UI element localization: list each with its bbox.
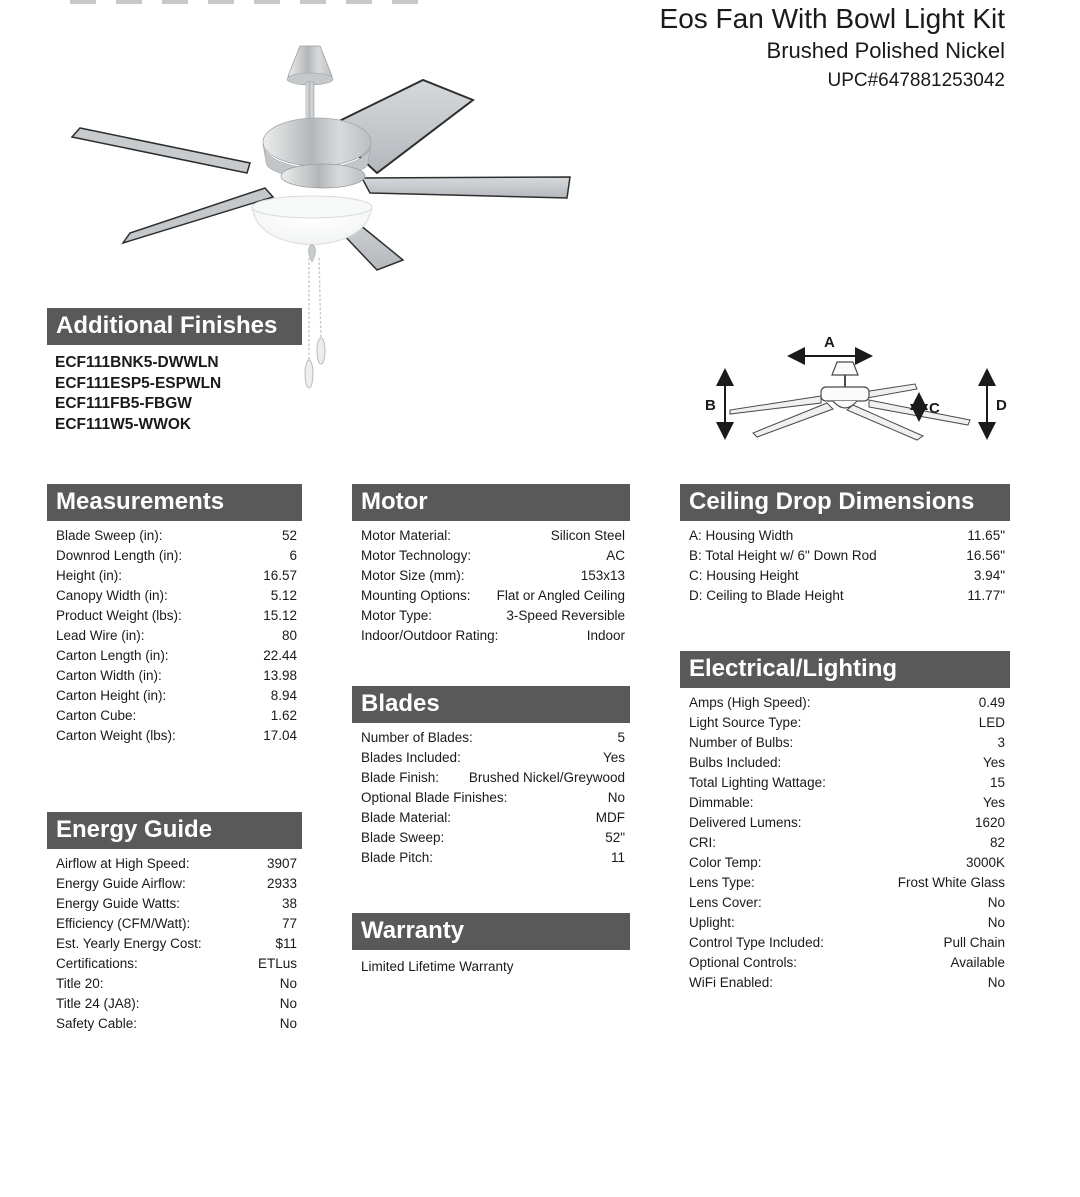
spec-row [680,793,1010,813]
spec-row [47,546,302,566]
spec-label: Blades Included: [361,750,461,765]
spec-label: A: Housing Width [689,528,794,543]
spec-value: Brushed Nickel/Greywood [468,770,625,785]
spec-row [352,808,630,828]
spec-row [47,726,302,746]
spec-value: 153x13 [580,568,625,583]
energy-guide-header: Energy Guide [47,812,302,849]
fan-blade [362,177,570,198]
diagram-motor [821,387,869,401]
spec-row [680,773,1010,793]
spec-value: 2933 [266,876,297,891]
spec-row [47,526,302,546]
spec-value: No [279,976,297,991]
spec-label: Carton Width (in): [56,668,162,683]
spec-label: Motor Size (mm): [361,568,465,583]
spec-row [352,828,630,848]
spec-label: Safety Cable: [56,1016,138,1031]
finish-code: ECF111BNK5-DWWLN [55,354,219,371]
section-motor [352,484,630,646]
spec-row [47,646,302,666]
spec-row [680,873,1010,893]
spec-label: Motor Type: [361,608,433,623]
spec-value: Flat or Angled Ceiling [496,588,625,603]
spec-label: D: Ceiling to Blade Height [689,588,844,603]
spec-row [47,914,302,934]
spec-row [47,606,302,626]
spec-value: 52" [605,830,625,845]
spec-row [680,713,1010,733]
spec-value: Available [950,955,1005,970]
spec-value: Indoor [586,628,625,643]
spec-value: 1.62 [270,708,297,723]
spec-value: 13.98 [263,668,297,683]
spec-value: Frost White Glass [897,875,1005,890]
spec-label: Number of Bulbs: [689,735,794,750]
finish-code: ECF111ESP5-ESPWLN [55,374,222,392]
spec-label: Height (in): [56,568,123,583]
ceiling-drop-header: Ceiling Drop Dimensions [680,484,1010,521]
section-ceiling-drop [680,484,1010,606]
fan-blade [123,188,273,243]
spec-label: Color Temp: [689,855,762,870]
spec-label: Mounting Options: [361,588,471,603]
spec-row [47,854,302,874]
spec-value: No [987,915,1005,930]
section-blades [352,686,630,868]
section-electrical [680,651,1010,993]
motor-rows [352,526,630,646]
spec-value: ETLus [257,956,297,971]
spec-label: C: Housing Height [689,568,799,583]
spec-row [680,733,1010,753]
spec-label: Optional Controls: [689,955,798,970]
blades-rows [352,728,630,868]
spec-row [680,586,1010,606]
spec-label: Carton Weight (lbs): [56,728,176,743]
spec-row [680,953,1010,973]
spec-row [680,973,1010,993]
spec-label: Bulbs Included: [689,755,782,770]
finish-list [47,353,302,435]
pull-chain-fob [317,338,325,364]
spec-label: Indoor/Outdoor Rating: [361,628,499,643]
spec-row [47,894,302,914]
spec-label: Est. Yearly Energy Cost: [56,936,202,951]
spec-label: Delivered Lumens: [689,815,802,830]
diagram-canopy [832,362,858,375]
spec-value: 52 [281,528,297,543]
dim-label-b: B [705,397,716,414]
section-additional-finishes [47,308,302,435]
spec-value: 3000K [965,855,1005,870]
spec-label: Title 20: [56,976,104,991]
spec-label: Control Type Included: [689,935,824,950]
spec-value: 3 [997,735,1005,750]
spec-label: Uplight: [689,915,735,930]
measurements-header: Measurements [47,484,302,521]
spec-value: 77 [281,916,297,931]
spec-row [47,874,302,894]
spec-label: Energy Guide Watts: [56,896,181,911]
warranty-header: Warranty [352,913,630,950]
spec-value: LED [978,715,1005,730]
spec-label: Dimmable: [689,795,754,810]
spec-row [680,833,1010,853]
spec-value: 5.12 [270,588,297,603]
dim-label-d: D [996,397,1007,414]
spec-value: 16.56" [966,548,1005,563]
spec-label: Product Weight (lbs): [56,608,182,623]
spec-value: 15 [989,775,1005,790]
spec-row [680,913,1010,933]
spec-row [47,954,302,974]
spec-label: Motor Material: [361,528,452,543]
pull-chain [319,258,321,338]
spec-label: Lead Wire (in): [56,628,145,643]
dimension-diagram [695,330,1015,465]
fan-blade [72,128,250,173]
spec-value: No [279,996,297,1011]
spec-row [352,788,630,808]
spec-row [680,893,1010,913]
spec-label: Canopy Width (in): [56,588,168,603]
spec-label: Blade Pitch: [361,850,434,865]
fan-motor-housing [263,118,371,166]
spec-row [680,546,1010,566]
spec-row [680,566,1010,586]
spec-value: Yes [982,755,1005,770]
spec-value: 17.04 [263,728,297,743]
spec-value: 3-Speed Reversible [506,608,625,623]
spec-row [47,566,302,586]
spec-label: Blade Finish: [361,770,440,785]
spec-label: Energy Guide Airflow: [56,876,186,891]
spec-row [352,848,630,868]
spec-label: Airflow at High Speed: [56,856,190,871]
warranty-text: Limited Lifetime Warranty [361,959,514,974]
spec-value: No [987,895,1005,910]
section-warranty [352,913,630,977]
dim-label-a: A [824,334,835,351]
spec-row [47,626,302,646]
spec-value: Yes [602,750,625,765]
spec-label: Carton Length (in): [56,648,169,663]
section-measurements [47,484,302,746]
spec-row [680,526,1010,546]
spec-label: Blade Sweep: [361,830,445,845]
product-upc: UPC#647881253042 [827,70,1005,91]
spec-row [352,526,630,546]
spec-value: 8.94 [270,688,297,703]
spec-value: No [987,975,1005,990]
spec-label: Efficiency (CFM/Watt): [56,916,191,931]
electrical-rows [680,693,1010,993]
motor-header: Motor [352,484,630,521]
ceiling-drop-rows [680,526,1010,606]
spec-value: MDF [595,810,625,825]
title-block [660,2,1005,95]
spec-label: Downrod Length (in): [56,548,183,563]
spec-label: WiFi Enabled: [689,975,774,990]
spec-row [352,586,630,606]
spec-value: Silicon Steel [550,528,625,543]
spec-label: Certifications: [56,956,138,971]
section-energy-guide [47,812,302,1034]
spec-value: 11.65" [967,528,1005,543]
energy-guide-rows [47,854,302,1034]
spec-label: B: Total Height w/ 6" Down Rod [689,548,877,563]
spec-value: 1620 [974,815,1005,830]
product-finish: Brushed Polished Nickel [766,38,1005,63]
spec-row [47,1014,302,1034]
spec-label: Lens Type: [689,875,755,890]
diagram-blade [863,384,917,398]
spec-row [352,748,630,768]
spec-row [352,728,630,748]
spec-label: Title 24 (JA8): [56,996,140,1011]
finish-code: ECF111FB5-FBGW [55,395,192,412]
spec-value: 5 [617,730,625,745]
spec-row [47,686,302,706]
cropped-text-fragment [70,0,432,4]
spec-value: 38 [281,896,297,911]
spec-row [680,813,1010,833]
spec-label: Blade Material: [361,810,452,825]
spec-row [352,546,630,566]
product-title: Eos Fan With Bowl Light Kit [659,3,1005,34]
spec-value: 11 [610,850,625,865]
spec-value: $11 [275,936,297,951]
spec-row [680,933,1010,953]
spec-row [352,606,630,626]
pull-chain-fob [305,360,313,388]
spec-row [47,586,302,606]
spec-row [352,768,630,788]
spec-value: 3907 [266,856,297,871]
spec-value: 16.57 [263,568,297,583]
spec-value: 11.77" [967,588,1005,603]
spec-row [352,566,630,586]
spec-label: Blade Sweep (in): [56,528,163,543]
spec-value: 0.49 [978,695,1005,710]
spec-row [47,706,302,726]
spec-value: Yes [982,795,1005,810]
spec-label: Carton Height (in): [56,688,167,703]
spec-label: Light Source Type: [689,715,802,730]
spec-value: 82 [989,835,1005,850]
spec-value: Pull Chain [943,935,1005,950]
spec-label: Number of Blades: [361,730,473,745]
spec-row [680,693,1010,713]
spec-value: 6 [289,548,297,563]
spec-label: Total Lighting Wattage: [689,775,826,790]
spec-value: No [279,1016,297,1031]
spec-label: Carton Cube: [56,708,137,723]
spec-label: CRI: [689,835,716,850]
fan-hub [281,164,365,188]
spec-row [47,934,302,954]
additional-finishes-header: Additional Finishes [47,308,302,345]
spec-row [680,853,1010,873]
dim-label-c: C [929,400,940,417]
spec-value: 22.44 [263,648,297,663]
spec-value: 15.12 [263,608,297,623]
spec-row [47,994,302,1014]
spec-row [47,974,302,994]
measurements-rows [47,526,302,746]
spec-label: Motor Technology: [361,548,472,563]
spec-value: 80 [281,628,297,643]
finish-code: ECF111W5-WWOK [55,415,192,433]
electrical-header: Electrical/Lighting [680,651,1010,688]
spec-value: No [607,790,625,805]
spec-row [47,666,302,686]
spec-row [680,753,1010,773]
blades-header: Blades [352,686,630,723]
spec-row [352,626,630,646]
spec-label: Lens Cover: [689,895,762,910]
spec-label: Amps (High Speed): [689,695,811,710]
spec-label: Optional Blade Finishes: [361,790,508,805]
spec-value: 3.94" [973,568,1005,583]
spec-value: AC [606,548,625,563]
